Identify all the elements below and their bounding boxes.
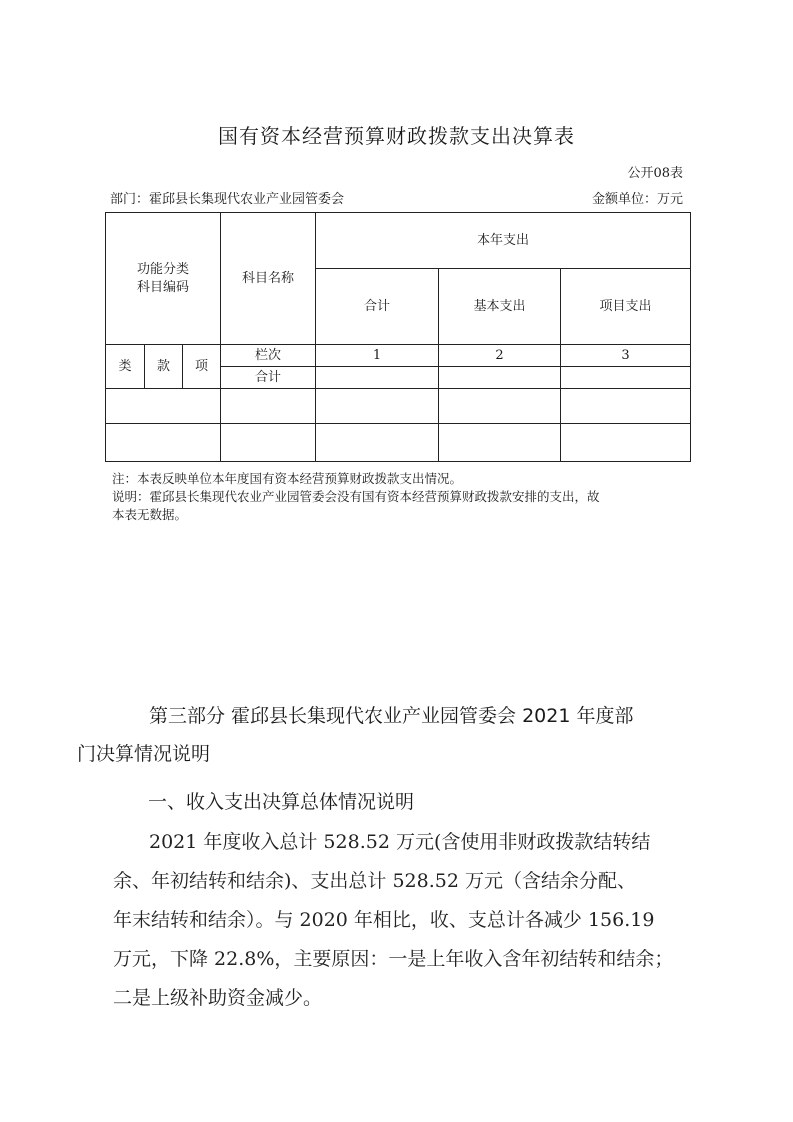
total-cell bbox=[439, 367, 561, 389]
table-cell bbox=[439, 424, 561, 462]
column-number-2: 2 bbox=[439, 345, 561, 367]
table-explanation-line-1: 说明：霍邱县长集现代农业产业园管委会没有国有资本经营预算财政拨款安排的支出，故 bbox=[112, 489, 600, 504]
current-year-expense-header: 本年支出 bbox=[316, 213, 691, 269]
table-title: 国有资本经营预算财政拨款支出决算表 bbox=[218, 124, 575, 148]
body-line-2: 余、年初结转和结余)、支出总计 528.52 万元（含结余分配、 bbox=[113, 870, 636, 892]
total-row-label: 合计 bbox=[221, 367, 316, 389]
total-cell bbox=[316, 367, 439, 389]
xiang-header: 项 bbox=[183, 345, 221, 389]
table-cell bbox=[106, 389, 221, 424]
column-number-label: 栏次 bbox=[221, 345, 316, 367]
body-line-3: 年末结转和结余）。与 2020 年相比，收、支总计各减少 156.19 bbox=[113, 909, 655, 931]
table-cell bbox=[221, 389, 316, 424]
department-label: 部门：霍邱县长集现代农业产业园管委会 bbox=[110, 192, 345, 207]
table-row bbox=[106, 389, 691, 424]
section-heading-line-2: 门决算情况说明 bbox=[77, 743, 211, 765]
column-number-1: 1 bbox=[316, 345, 439, 367]
form-number: 公开08表 bbox=[627, 166, 683, 181]
total-cell bbox=[561, 367, 691, 389]
table-note: 注：本表反映单位本年度国有资本经营预算财政拨款支出情况。 bbox=[112, 471, 463, 486]
subject-code-label: 科目编码 bbox=[136, 279, 189, 295]
body-line-1: 2021 年度收入总计 528.52 万元(含使用非财政拨款结转结 bbox=[149, 831, 651, 853]
basic-expense-column-header: 基本支出 bbox=[439, 269, 561, 345]
total-column-header: 合计 bbox=[316, 269, 439, 345]
table-cell bbox=[106, 424, 221, 462]
kuan-header: 款 bbox=[145, 345, 183, 389]
section-heading-line-1: 第三部分 霍邱县长集现代农业产业园管委会 2021 年度部 bbox=[149, 705, 634, 727]
table-cell bbox=[561, 389, 691, 424]
table-cell bbox=[316, 424, 439, 462]
header-row bbox=[106, 213, 691, 269]
table-cell bbox=[561, 424, 691, 462]
subject-name-header: 科目名称 bbox=[221, 213, 316, 345]
amount-unit-label: 金额单位：万元 bbox=[591, 192, 683, 207]
project-expense-column-header: 项目支出 bbox=[561, 269, 691, 345]
body-line-5: 二是上级补助资金减少。 bbox=[113, 987, 323, 1009]
column-number-3: 3 bbox=[561, 345, 691, 367]
body-line-4: 万元，下降 22.8%，主要原因：一是上年收入含年初结转和结余； bbox=[113, 948, 674, 970]
function-class-header bbox=[106, 213, 221, 345]
table-explanation-line-2: 本表无数据。 bbox=[112, 507, 188, 522]
table-cell bbox=[439, 389, 561, 424]
table-row bbox=[106, 424, 691, 462]
table-cell bbox=[221, 424, 316, 462]
table-cell bbox=[316, 389, 439, 424]
column-number-row bbox=[106, 345, 691, 367]
lei-header: 类 bbox=[106, 345, 145, 389]
budget-table bbox=[105, 212, 691, 462]
section-heading bbox=[77, 697, 688, 773]
function-class-label: 功能分类 bbox=[136, 261, 189, 277]
subsection-heading: 一、收入支出决算总体情况说明 bbox=[148, 791, 415, 813]
